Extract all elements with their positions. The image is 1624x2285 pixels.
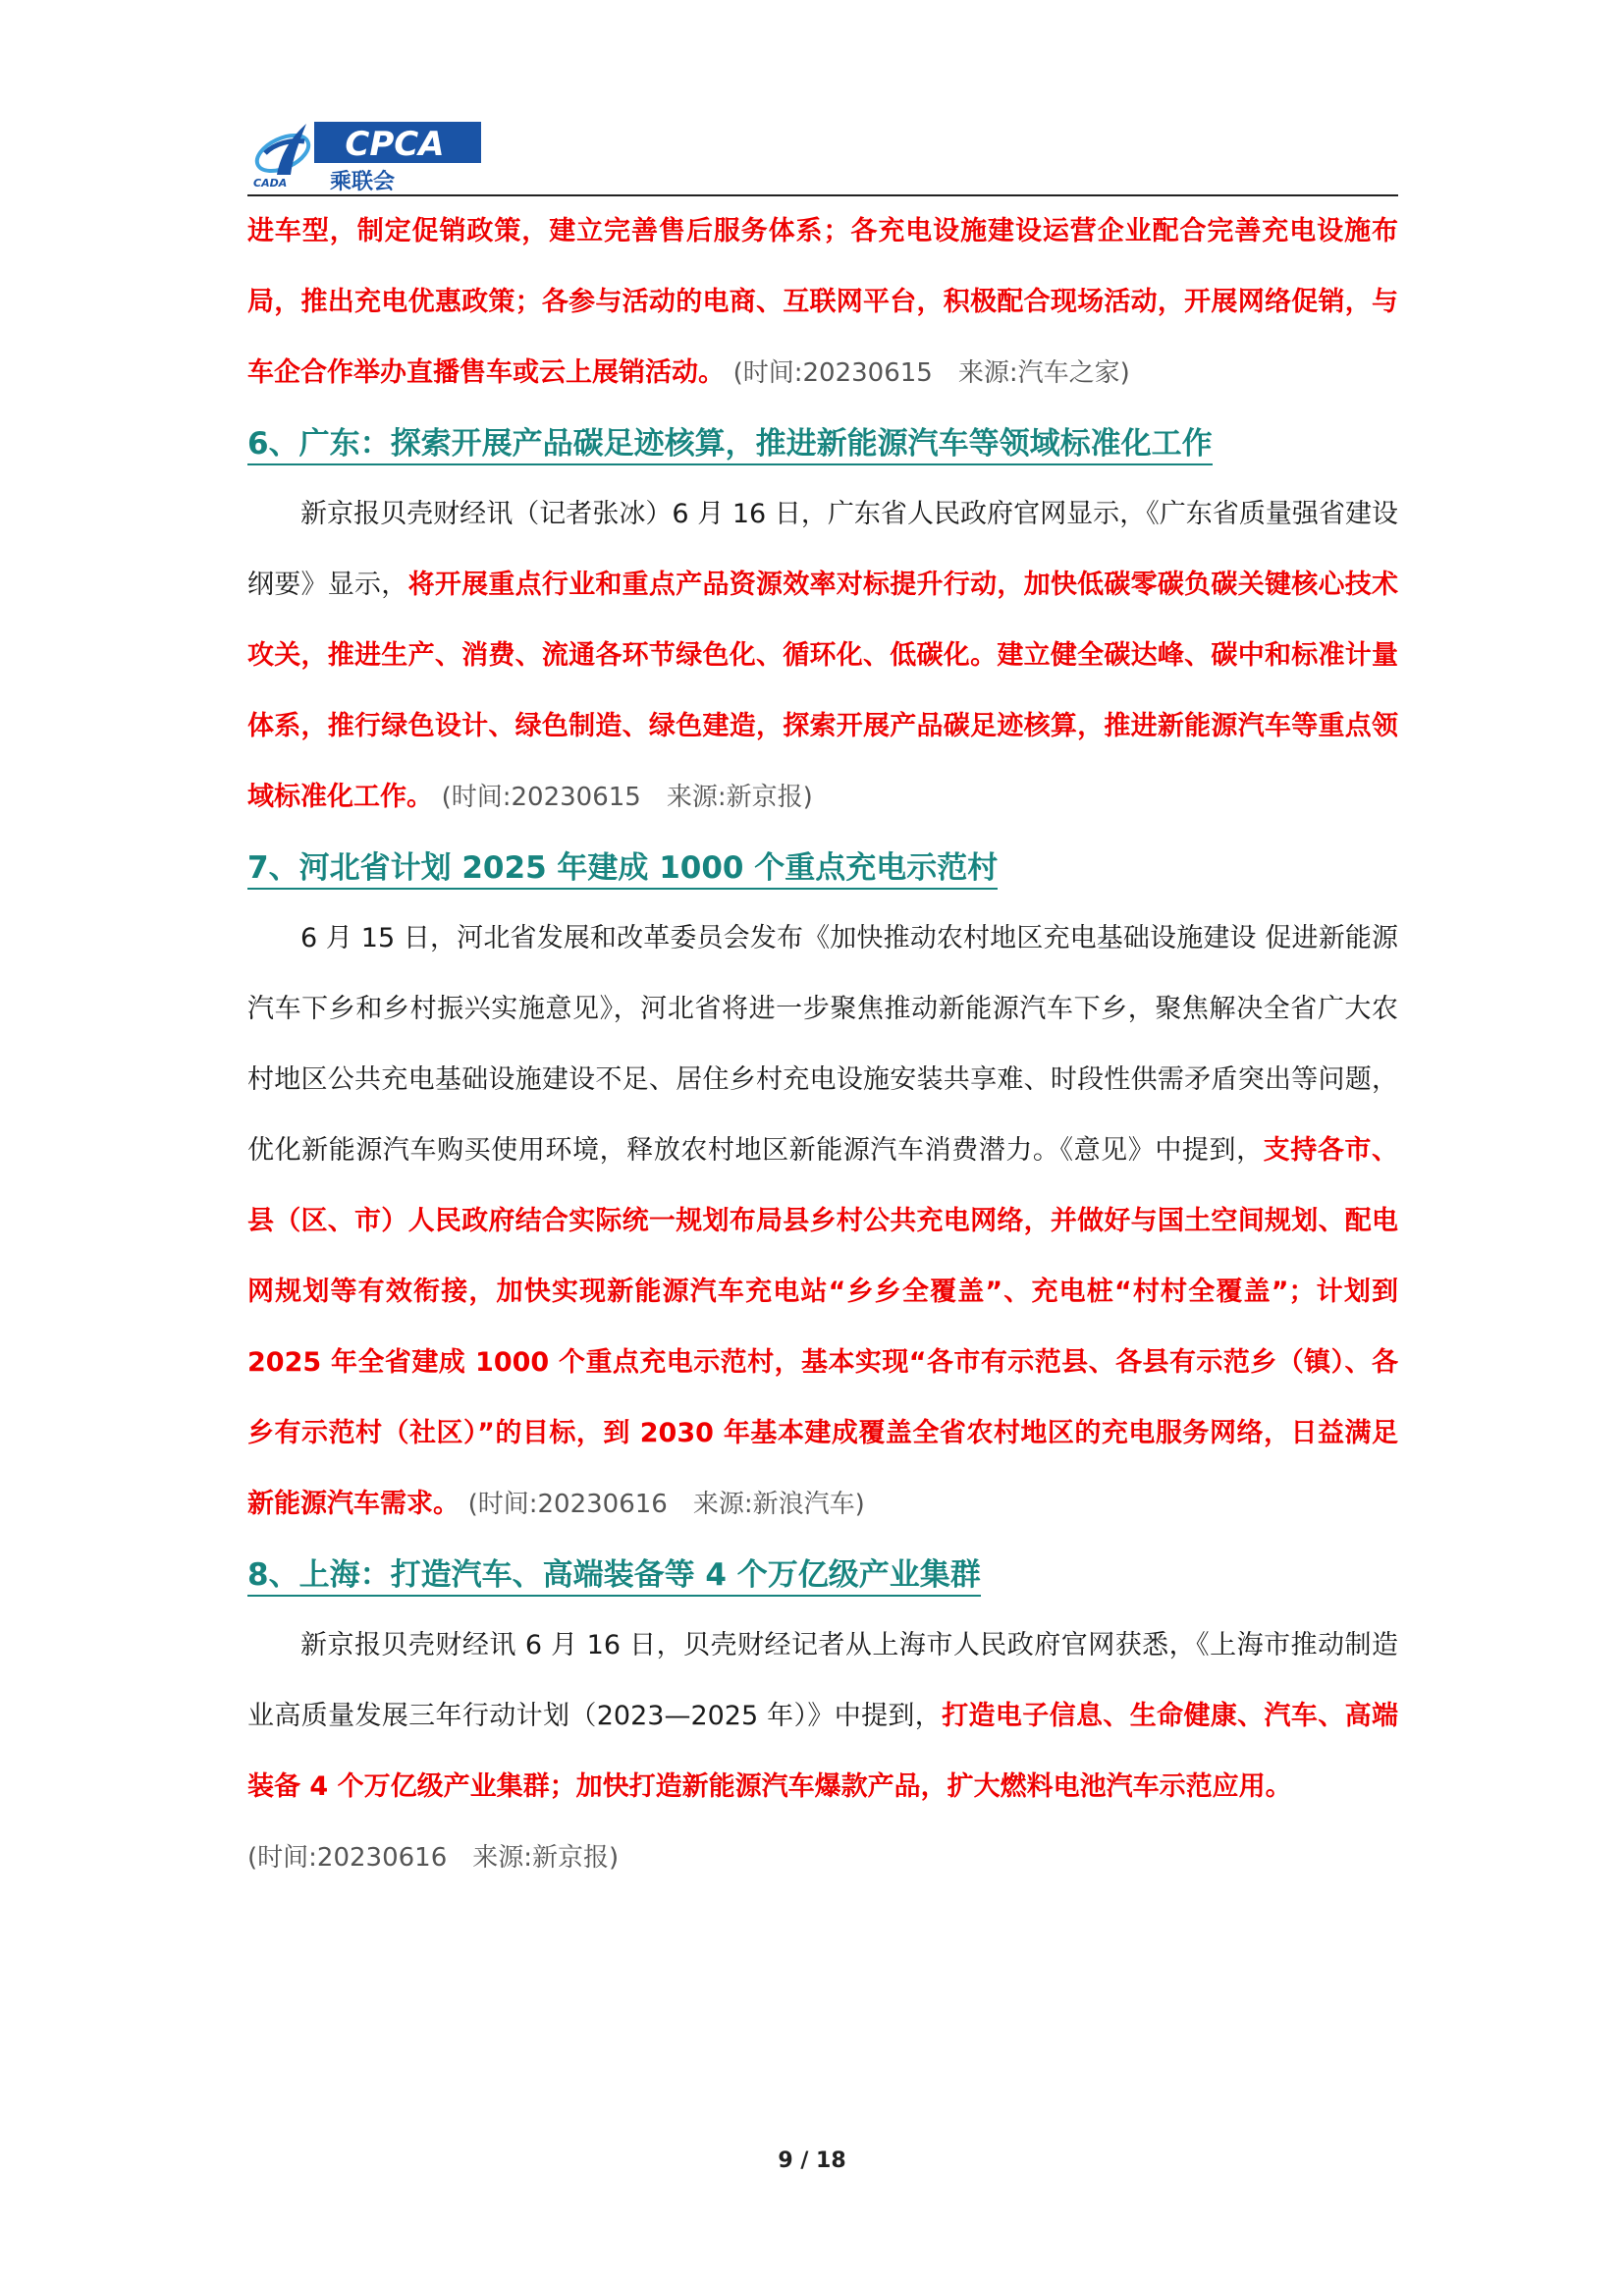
- logo-cpca-text: CPCA: [345, 125, 445, 164]
- page-header: [247, 110, 1398, 196]
- section-7-highlight: 支持各市、县（区、市）人民政府结合实际统一规划布局县乡村公共充电网络，并做好与国土空间规划、配电网规划等有效衔接，加快实现新能源汽车充电站“乡乡全覆盖”、充电桩“村村全覆盖”；计划到 2025 年全省建成 1000 个重点充电示范村，基本实现“各市有示范县、各县有示范乡（镇）、各乡有示范村（社区）”的目标，到 2030 年基本建成覆盖全省农村地区的充电服务网络，日益满足新能源汽车需求。: [247, 1135, 1399, 1519]
- section-6-paragraph: [247, 479, 1398, 833]
- page-content: [247, 196, 1398, 1893]
- section-8-title: 8、上海：打造汽车、高端装备等 4 个万亿级产业集群: [247, 1540, 1398, 1610]
- section-7-paragraph: [247, 903, 1398, 1540]
- section-6-title: 6、广东：探索开展产品碳足迹核算，推进新能源汽车等领域标准化工作: [247, 408, 1398, 479]
- section-6-text: 新京报贝壳财经讯（记者张冰）6 月 16 日，广东省人民政府官网显示，《广东省质量强省建设纲要》显示，: [247, 499, 1398, 600]
- intro-highlight: 进车型，制定促销政策，建立完善售后服务体系；各充电设施建设运营企业配合完善充电设施布局，推出充电优惠政策；各参与活动的电商、互联网平台，积极配合现场活动，开展网络促销，与车企合作举办直播售车或云上展销活动。: [247, 216, 1398, 388]
- cpca-logo: [247, 114, 483, 192]
- section-8-text: 新京报贝壳财经讯 6 月 16 日，贝壳财经记者从上海市人民政府官网获悉，《上海市推动制造业高质量发展三年行动计划（2023—2025 年）》中提到，: [247, 1630, 1398, 1731]
- logo-sub-text: CADA: [253, 177, 288, 190]
- section-8-paragraph: [247, 1610, 1398, 1823]
- section-8-meta-line: [247, 1823, 1398, 1893]
- section-8-meta: (时间:20230616 来源:新京报): [247, 1843, 620, 1873]
- section-7-title: 7、河北省计划 2025 年建成 1000 个重点充电示范村: [247, 833, 1398, 903]
- section-8-highlight: 打造电子信息、生命健康、汽车、高端装备 4 个万亿级产业集群；加快打造新能源汽车爆款产品，扩大燃料电池汽车示范应用。: [247, 1701, 1399, 1802]
- intro-paragraph: [247, 196, 1398, 408]
- section-7-meta: (时间:20230616 来源:新浪汽车): [467, 1490, 865, 1519]
- section-6-meta: (时间:20230615 来源:新京报): [441, 783, 813, 812]
- intro-meta: (时间:20230615 来源:汽车之家): [732, 358, 1130, 388]
- section-7-text: 6 月 15 日，河北省发展和改革委员会发布《加快推动农村地区充电基础设施建设 促进新能源汽车下乡和乡村振兴实施意见》，河北省将进一步聚焦推动新能源汽车下乡，聚焦解决全省广大农村地区公共充电基础设施建设不足、居住乡村充电设施安装共享难、时段性供需矛盾突出等问题，优化新能源汽车购买使用环境，释放农村地区新能源汽车消费潜力。《意见》中提到，: [247, 923, 1398, 1166]
- section-6-highlight: 将开展重点行业和重点产品资源效率对标提升行动，加快低碳零碳负碳关键核心技术攻关，推进生产、消费、流通各环节绿色化、循环化、低碳化。建立健全碳达峰、碳中和标准计量体系，推行绿色设计、绿色制造、绿色建造，探索开展产品碳足迹核算，推进新能源汽车等重点领域标准化工作。: [247, 570, 1399, 812]
- logo-cn-text: 乘联会: [330, 170, 396, 192]
- page-number: 9 / 18: [778, 2149, 846, 2173]
